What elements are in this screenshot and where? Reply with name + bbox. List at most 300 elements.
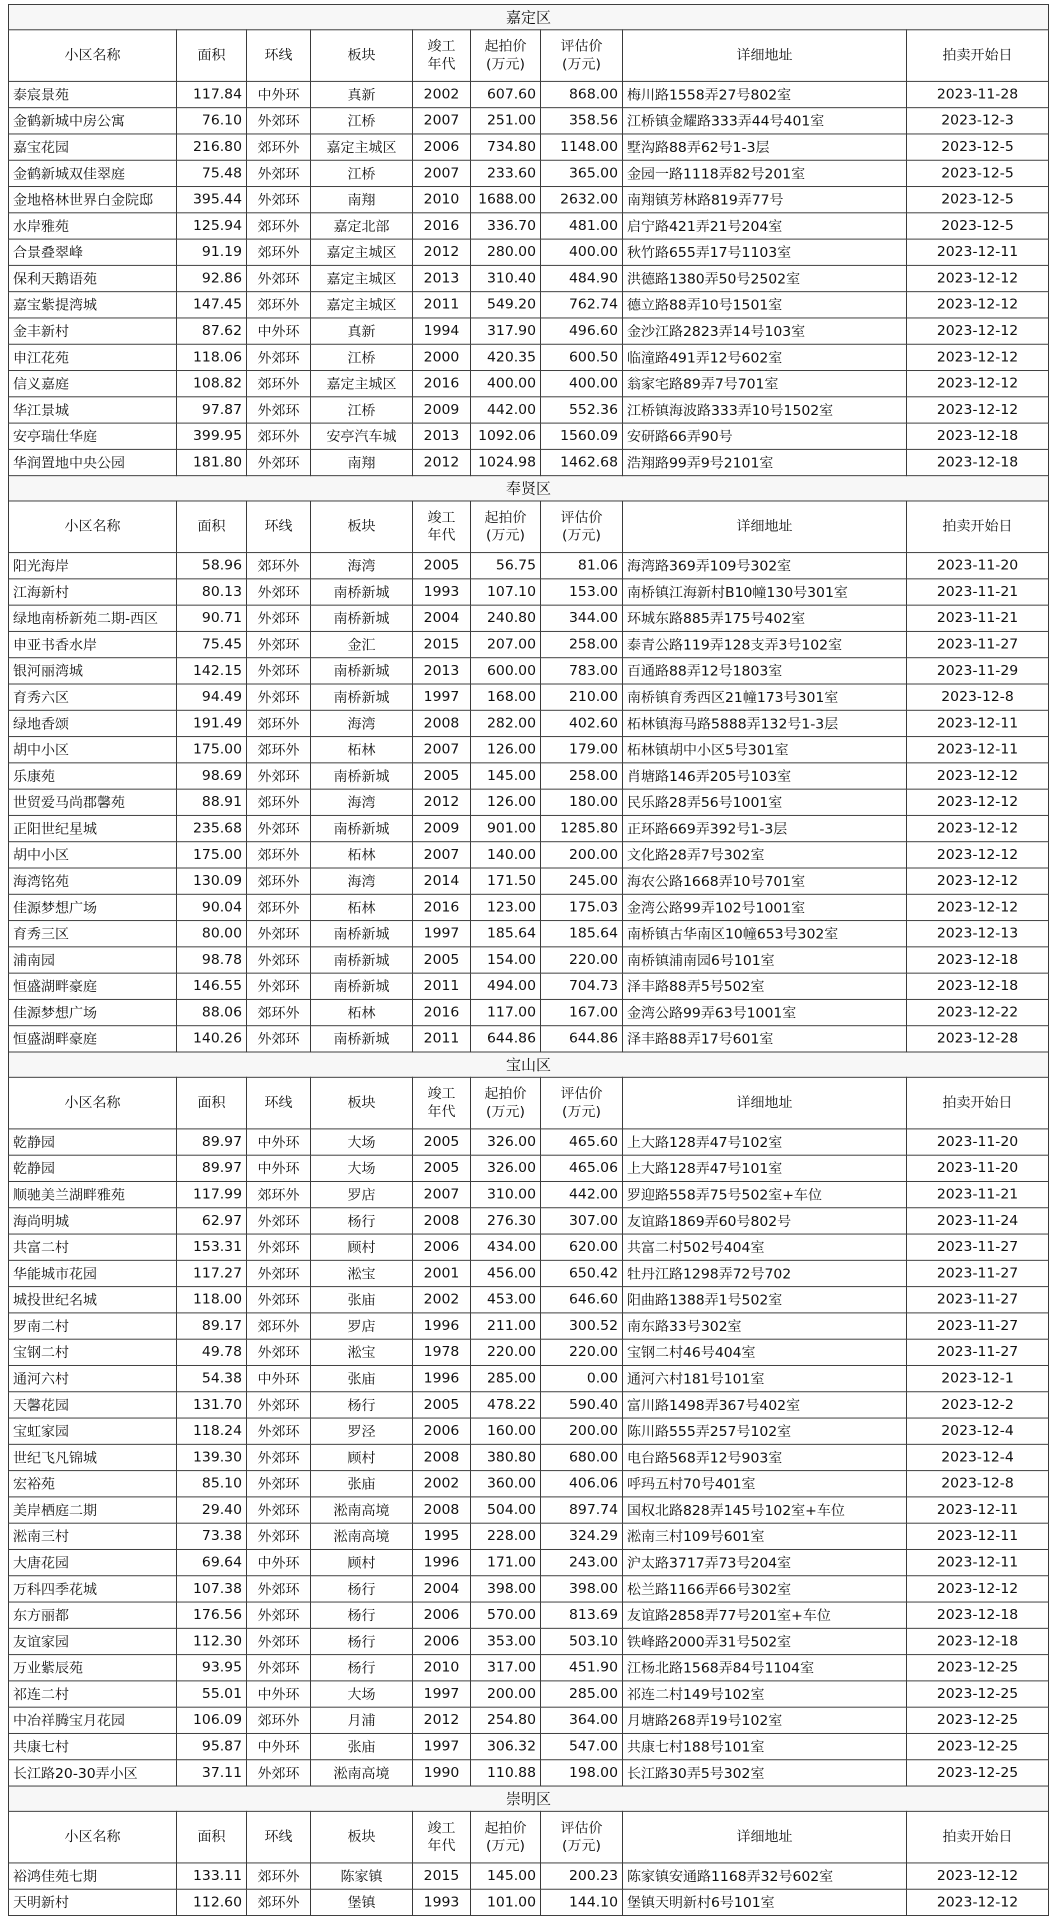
- table-row: [9, 737, 1049, 763]
- table-row: [9, 1549, 1049, 1575]
- table-row: [9, 763, 1049, 789]
- name-cell: 罗南二村: [9, 1313, 177, 1339]
- start-cell: 254.80: [471, 1707, 541, 1733]
- start-cell: 442.00: [471, 397, 541, 423]
- year-cell: 2005: [413, 553, 471, 579]
- ring-cell: 外郊环: [247, 187, 311, 213]
- area-cell: 91.19: [177, 239, 247, 265]
- block-cell: 嘉定北部: [311, 213, 413, 239]
- name-cell: 城投世纪名城: [9, 1287, 177, 1313]
- year-cell: 1996: [413, 1365, 471, 1391]
- year-cell: 2007: [413, 1181, 471, 1207]
- addr-cell: 上大路128弄47号101室: [623, 1155, 907, 1181]
- start-cell: 734.80: [471, 134, 541, 160]
- table-row: [9, 605, 1049, 631]
- area-cell: 80.00: [177, 921, 247, 947]
- year-cell: 1993: [413, 1889, 471, 1915]
- est-cell: 465.60: [541, 1129, 623, 1155]
- date-cell: 2023-12-12: [907, 344, 1049, 370]
- est-cell: 897.74: [541, 1497, 623, 1523]
- year-cell: 2006: [413, 134, 471, 160]
- table-row: [9, 789, 1049, 815]
- addr-cell: 金园一路1118弄82号201室: [623, 160, 907, 186]
- addr-cell: 柘林镇海马路5888弄132号1-3层: [623, 710, 907, 736]
- addr-cell: 柘林镇胡中小区5号301室: [623, 737, 907, 763]
- name-cell: 美岸栖庭二期: [9, 1497, 177, 1523]
- name-cell: 浦南园: [9, 947, 177, 973]
- ring-cell: 郊环外: [247, 213, 311, 239]
- date-cell: 2023-12-25: [907, 1707, 1049, 1733]
- ring-cell: 外郊环: [247, 1471, 311, 1497]
- ring-cell: 中外环: [247, 1129, 311, 1155]
- table-row: [9, 842, 1049, 868]
- table-row: [9, 1863, 1049, 1889]
- est-cell: 400.00: [541, 239, 623, 265]
- area-cell: 62.97: [177, 1208, 247, 1234]
- start-cell: 901.00: [471, 815, 541, 841]
- community-name-header: 小区名称: [9, 1811, 177, 1863]
- area-cell: 89.97: [177, 1155, 247, 1181]
- ring-cell: 外郊环: [247, 1287, 311, 1313]
- name-cell: 海湾铭苑: [9, 868, 177, 894]
- est-cell: 398.00: [541, 1576, 623, 1602]
- block-cell: 真新: [311, 318, 413, 344]
- block-cell: 杨行: [311, 1602, 413, 1628]
- name-cell: 胡中小区: [9, 737, 177, 763]
- name-cell: 华能城市花园: [9, 1260, 177, 1286]
- year-cell: 2005: [413, 1155, 471, 1181]
- area-cell: 93.95: [177, 1655, 247, 1681]
- date-cell: 2023-12-25: [907, 1733, 1049, 1759]
- area-cell: 146.55: [177, 973, 247, 999]
- area-header: 面积: [177, 30, 247, 82]
- addr-cell: 墅沟路88弄62号1-3层: [623, 134, 907, 160]
- date-cell: 2023-11-29: [907, 658, 1049, 684]
- addr-cell: 启宁路421弄21号204室: [623, 213, 907, 239]
- ring-cell: 外郊环: [247, 1234, 311, 1260]
- ring-cell: 中外环: [247, 1365, 311, 1391]
- start-cell: 380.80: [471, 1444, 541, 1470]
- table-row: [9, 1026, 1049, 1052]
- name-cell: 乾静园: [9, 1129, 177, 1155]
- block-cell: 安亭汽车城: [311, 423, 413, 449]
- area-cell: 92.86: [177, 265, 247, 291]
- ring-cell: 外郊环: [247, 815, 311, 841]
- appraised-price-header: 评估价 (万元): [541, 30, 623, 82]
- name-cell: 佳源梦想广场: [9, 999, 177, 1025]
- table-row: [9, 1418, 1049, 1444]
- district-title-row: [9, 4, 1049, 29]
- addr-cell: 泽丰路88弄17号601室: [623, 1026, 907, 1052]
- table-header-row: [9, 1077, 1049, 1129]
- ring-cell: 郊环外: [247, 737, 311, 763]
- est-cell: 245.00: [541, 868, 623, 894]
- est-cell: 406.06: [541, 1471, 623, 1497]
- area-cell: 88.91: [177, 789, 247, 815]
- name-cell: 大唐花园: [9, 1549, 177, 1575]
- date-cell: 2023-12-11: [907, 239, 1049, 265]
- name-cell: 裕鸿佳苑七期: [9, 1863, 177, 1889]
- year-cell: 2005: [413, 1129, 471, 1155]
- addr-cell: 金湾公路99弄63号1001室: [623, 999, 907, 1025]
- ring-cell: 郊环外: [247, 789, 311, 815]
- name-cell: 水岸雅苑: [9, 213, 177, 239]
- ring-cell: 外郊环: [247, 1260, 311, 1286]
- name-cell: 共康七村: [9, 1733, 177, 1759]
- table-row: [9, 397, 1049, 423]
- area-cell: 55.01: [177, 1681, 247, 1707]
- start-cell: 317.90: [471, 318, 541, 344]
- date-cell: 2023-12-25: [907, 1655, 1049, 1681]
- addr-cell: 淞南三村109号601室: [623, 1523, 907, 1549]
- table-row: [9, 213, 1049, 239]
- table-row: [9, 371, 1049, 397]
- addr-cell: 民乐路28弄56号1001室: [623, 789, 907, 815]
- start-cell: 494.00: [471, 973, 541, 999]
- addr-cell: 南桥镇浦南园6号101室: [623, 947, 907, 973]
- start-cell: 140.00: [471, 842, 541, 868]
- auction-start-date-header: 拍卖开始日: [907, 501, 1049, 553]
- name-cell: 金丰新村: [9, 318, 177, 344]
- block-cell: 杨行: [311, 1392, 413, 1418]
- addr-cell: 海湾路369弄109号302室: [623, 553, 907, 579]
- table-row: [9, 894, 1049, 920]
- block-cell: 顾村: [311, 1444, 413, 1470]
- block-header: 板块: [311, 1811, 413, 1863]
- date-cell: 2023-12-1: [907, 1365, 1049, 1391]
- start-cell: 126.00: [471, 789, 541, 815]
- date-cell: 2023-12-11: [907, 1549, 1049, 1575]
- date-cell: 2023-12-18: [907, 1602, 1049, 1628]
- date-cell: 2023-12-18: [907, 449, 1049, 475]
- date-cell: 2023-11-27: [907, 1260, 1049, 1286]
- addr-cell: 江桥镇海波路333弄10号1502室: [623, 397, 907, 423]
- ring-cell: 外郊环: [247, 658, 311, 684]
- area-cell: 175.00: [177, 737, 247, 763]
- year-cell: 2004: [413, 1576, 471, 1602]
- est-cell: 324.29: [541, 1523, 623, 1549]
- start-cell: 211.00: [471, 1313, 541, 1339]
- name-cell: 育秀三区: [9, 921, 177, 947]
- est-cell: 762.74: [541, 292, 623, 318]
- start-cell: 1688.00: [471, 187, 541, 213]
- date-cell: 2023-12-25: [907, 1681, 1049, 1707]
- name-cell: 申亚书香水岸: [9, 631, 177, 657]
- ring-cell: 中外环: [247, 1549, 311, 1575]
- year-cell: 2011: [413, 292, 471, 318]
- date-cell: 2023-12-12: [907, 815, 1049, 841]
- ring-cell: 郊环外: [247, 1863, 311, 1889]
- est-cell: 680.00: [541, 1444, 623, 1470]
- block-cell: 江桥: [311, 160, 413, 186]
- start-cell: 171.50: [471, 868, 541, 894]
- addr-cell: 长江路30弄5号302室: [623, 1760, 907, 1786]
- year-cell: 2007: [413, 160, 471, 186]
- auction-start-date-header: 拍卖开始日: [907, 1077, 1049, 1129]
- date-cell: 2023-12-4: [907, 1444, 1049, 1470]
- block-cell: 顾村: [311, 1549, 413, 1575]
- block-cell: 顾村: [311, 1234, 413, 1260]
- block-cell: 南翔: [311, 449, 413, 475]
- completion-year-header: 竣工 年代: [413, 30, 471, 82]
- ring-cell: 外郊环: [247, 947, 311, 973]
- table-row: [9, 1287, 1049, 1313]
- est-cell: 600.50: [541, 344, 623, 370]
- est-cell: 868.00: [541, 81, 623, 107]
- est-cell: 481.00: [541, 213, 623, 239]
- area-cell: 112.60: [177, 1889, 247, 1915]
- name-cell: 万科四季花城: [9, 1576, 177, 1602]
- area-cell: 54.38: [177, 1365, 247, 1391]
- ring-cell: 郊环外: [247, 292, 311, 318]
- ring-cell: 郊环外: [247, 239, 311, 265]
- addr-cell: 国权北路828弄145号102室+车位: [623, 1497, 907, 1523]
- est-cell: 81.06: [541, 553, 623, 579]
- block-cell: 罗店: [311, 1313, 413, 1339]
- table-row: [9, 423, 1049, 449]
- year-cell: 2002: [413, 81, 471, 107]
- ring-cell: 外郊环: [247, 763, 311, 789]
- est-cell: 650.42: [541, 1260, 623, 1286]
- start-cell: 504.00: [471, 1497, 541, 1523]
- year-cell: 1990: [413, 1760, 471, 1786]
- year-cell: 2016: [413, 999, 471, 1025]
- block-cell: 张庙: [311, 1287, 413, 1313]
- ring-cell: 外郊环: [247, 449, 311, 475]
- ring-cell: 外郊环: [247, 1339, 311, 1365]
- block-cell: 嘉定主城区: [311, 134, 413, 160]
- block-header: 板块: [311, 1077, 413, 1129]
- address-header: 详细地址: [623, 30, 907, 82]
- date-cell: 2023-11-21: [907, 1181, 1049, 1207]
- date-cell: 2023-12-12: [907, 397, 1049, 423]
- addr-cell: 电台路568弄12号903室: [623, 1444, 907, 1470]
- est-cell: 220.00: [541, 947, 623, 973]
- name-cell: 世贸爱马尚郡馨苑: [9, 789, 177, 815]
- block-header: 板块: [311, 501, 413, 553]
- addr-cell: 陈川路555弄257号102室: [623, 1418, 907, 1444]
- block-cell: 淞南高境: [311, 1523, 413, 1549]
- area-header: 面积: [177, 1077, 247, 1129]
- year-cell: 2011: [413, 1026, 471, 1052]
- date-cell: 2023-12-11: [907, 710, 1049, 736]
- ring-cell: 外郊环: [247, 579, 311, 605]
- ring-cell: 郊环外: [247, 371, 311, 397]
- address-header: 详细地址: [623, 501, 907, 553]
- year-cell: 2010: [413, 1655, 471, 1681]
- date-cell: 2023-11-28: [907, 81, 1049, 107]
- est-cell: 402.60: [541, 710, 623, 736]
- est-cell: 258.00: [541, 631, 623, 657]
- name-cell: 宝虹家园: [9, 1418, 177, 1444]
- area-header: 面积: [177, 501, 247, 553]
- date-cell: 2023-12-13: [907, 921, 1049, 947]
- addr-cell: 正环路669弄392号1-3层: [623, 815, 907, 841]
- name-cell: 宝钢二村: [9, 1339, 177, 1365]
- start-cell: 306.32: [471, 1733, 541, 1759]
- start-cell: 228.00: [471, 1523, 541, 1549]
- block-cell: 淞南高境: [311, 1760, 413, 1786]
- year-cell: 2013: [413, 423, 471, 449]
- start-cell: 107.10: [471, 579, 541, 605]
- table-row: [9, 1339, 1049, 1365]
- district-title-row: [9, 1052, 1049, 1077]
- table-row: [9, 1234, 1049, 1260]
- addr-cell: 百通路88弄12号1803室: [623, 658, 907, 684]
- start-cell: 434.00: [471, 1234, 541, 1260]
- auction-start-date-header: 拍卖开始日: [907, 1811, 1049, 1863]
- table-row: [9, 947, 1049, 973]
- date-cell: 2023-12-5: [907, 134, 1049, 160]
- table-row: [9, 292, 1049, 318]
- addr-cell: 泽丰路88弄5号502室: [623, 973, 907, 999]
- table-row: [9, 1129, 1049, 1155]
- block-cell: 柘林: [311, 999, 413, 1025]
- table-row: [9, 1523, 1049, 1549]
- table-row: [9, 1602, 1049, 1628]
- area-cell: 117.27: [177, 1260, 247, 1286]
- addr-cell: 洪德路1380弄50号2502室: [623, 265, 907, 291]
- est-cell: 0.00: [541, 1365, 623, 1391]
- completion-year-header: 竣工 年代: [413, 501, 471, 553]
- block-cell: 张庙: [311, 1471, 413, 1497]
- date-cell: 2023-12-25: [907, 1760, 1049, 1786]
- addr-cell: 呼玛五村70号401室: [623, 1471, 907, 1497]
- ring-cell: 外郊环: [247, 921, 311, 947]
- start-cell: 310.40: [471, 265, 541, 291]
- start-cell: 644.86: [471, 1026, 541, 1052]
- est-cell: 200.00: [541, 1418, 623, 1444]
- start-cell: 154.00: [471, 947, 541, 973]
- table-row: [9, 1313, 1049, 1339]
- area-cell: 75.48: [177, 160, 247, 186]
- addr-cell: 文化路28弄7号302室: [623, 842, 907, 868]
- date-cell: 2023-12-3: [907, 108, 1049, 134]
- name-cell: 绿地南桥新苑二期-西区: [9, 605, 177, 631]
- start-cell: 171.00: [471, 1549, 541, 1575]
- start-cell: 233.60: [471, 160, 541, 186]
- year-cell: 2007: [413, 108, 471, 134]
- block-cell: 海湾: [311, 553, 413, 579]
- ring-cell: 外郊环: [247, 1497, 311, 1523]
- addr-cell: 共富二村502号404室: [623, 1234, 907, 1260]
- ring-cell: 外郊环: [247, 108, 311, 134]
- table-row: [9, 1497, 1049, 1523]
- block-header: 板块: [311, 30, 413, 82]
- ring-cell: 外郊环: [247, 1392, 311, 1418]
- ring-cell: 郊环外: [247, 868, 311, 894]
- date-cell: 2023-12-28: [907, 1026, 1049, 1052]
- date-cell: 2023-11-24: [907, 1208, 1049, 1234]
- ring-cell: 外郊环: [247, 1444, 311, 1470]
- est-cell: 783.00: [541, 658, 623, 684]
- table-row: [9, 265, 1049, 291]
- ring-cell: 郊环外: [247, 999, 311, 1025]
- date-cell: 2023-12-12: [907, 292, 1049, 318]
- auction-table: [8, 4, 1049, 1916]
- block-cell: 嘉定主城区: [311, 239, 413, 265]
- date-cell: 2023-12-12: [907, 265, 1049, 291]
- year-cell: 2012: [413, 1707, 471, 1733]
- area-cell: 108.82: [177, 371, 247, 397]
- est-cell: 1148.00: [541, 134, 623, 160]
- ring-cell: 郊环外: [247, 842, 311, 868]
- year-cell: 2013: [413, 265, 471, 291]
- name-cell: 乐康苑: [9, 763, 177, 789]
- est-cell: 496.60: [541, 318, 623, 344]
- year-cell: 2008: [413, 710, 471, 736]
- ring-cell: 外郊环: [247, 265, 311, 291]
- area-cell: 49.78: [177, 1339, 247, 1365]
- table-row: [9, 658, 1049, 684]
- starting-price-header: 起拍价 (万元): [471, 501, 541, 553]
- year-cell: 1997: [413, 684, 471, 710]
- start-cell: 310.00: [471, 1181, 541, 1207]
- addr-cell: 秋竹路655弄17号1103室: [623, 239, 907, 265]
- ring-cell: 郊环外: [247, 1181, 311, 1207]
- year-cell: 2005: [413, 947, 471, 973]
- block-cell: 陈家镇: [311, 1863, 413, 1889]
- addr-cell: 江杨北路1568弄84号1104室: [623, 1655, 907, 1681]
- name-cell: 嘉宝花园: [9, 134, 177, 160]
- date-cell: 2023-12-12: [907, 842, 1049, 868]
- year-cell: 2009: [413, 397, 471, 423]
- start-cell: 117.00: [471, 999, 541, 1025]
- ring-cell: 外郊环: [247, 1523, 311, 1549]
- year-cell: 2002: [413, 1471, 471, 1497]
- table-row: [9, 1444, 1049, 1470]
- start-cell: 570.00: [471, 1602, 541, 1628]
- addr-cell: 阳曲路1388弄1号502室: [623, 1287, 907, 1313]
- est-cell: 307.00: [541, 1208, 623, 1234]
- table-row: [9, 344, 1049, 370]
- date-cell: 2023-12-12: [907, 1889, 1049, 1915]
- est-cell: 198.00: [541, 1760, 623, 1786]
- ring-cell: 外郊环: [247, 1628, 311, 1654]
- area-cell: 142.15: [177, 658, 247, 684]
- area-cell: 98.78: [177, 947, 247, 973]
- year-cell: 1978: [413, 1339, 471, 1365]
- name-cell: 华江景城: [9, 397, 177, 423]
- addr-cell: 通河六村181号101室: [623, 1365, 907, 1391]
- date-cell: 2023-11-27: [907, 1287, 1049, 1313]
- ring-cell: 郊环外: [247, 423, 311, 449]
- start-cell: 126.00: [471, 737, 541, 763]
- area-cell: 399.95: [177, 423, 247, 449]
- ring-cell: 郊环外: [247, 134, 311, 160]
- start-cell: 549.20: [471, 292, 541, 318]
- name-cell: 泰宸景苑: [9, 81, 177, 107]
- year-cell: 2000: [413, 344, 471, 370]
- start-cell: 1024.98: [471, 449, 541, 475]
- start-cell: 168.00: [471, 684, 541, 710]
- date-cell: 2023-12-18: [907, 947, 1049, 973]
- area-cell: 395.44: [177, 187, 247, 213]
- date-cell: 2023-11-20: [907, 553, 1049, 579]
- district-title: 奉贤区: [9, 476, 1049, 501]
- est-cell: 451.90: [541, 1655, 623, 1681]
- date-cell: 2023-11-20: [907, 1155, 1049, 1181]
- block-cell: 大场: [311, 1129, 413, 1155]
- block-cell: 南桥新城: [311, 1026, 413, 1052]
- addr-cell: 江桥镇金耀路333弄44号401室: [623, 108, 907, 134]
- table-row: [9, 921, 1049, 947]
- est-cell: 547.00: [541, 1733, 623, 1759]
- area-cell: 88.06: [177, 999, 247, 1025]
- ring-cell: 外郊环: [247, 1576, 311, 1602]
- table-header-row: [9, 501, 1049, 553]
- table-row: [9, 579, 1049, 605]
